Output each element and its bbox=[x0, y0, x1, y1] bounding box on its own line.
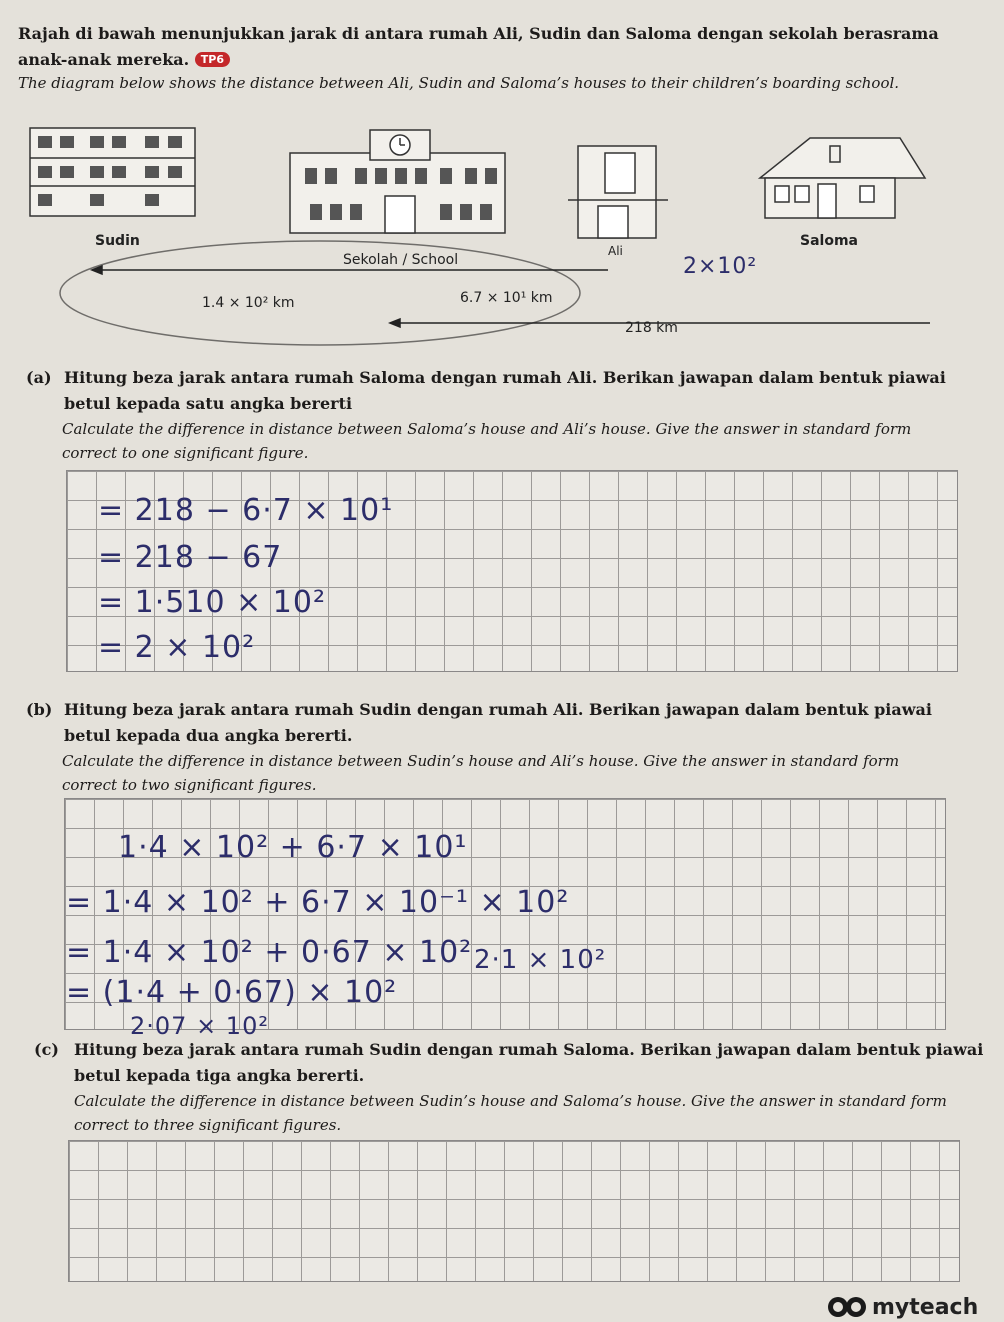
qc-malay-1: Hitung beza jarak antara rumah Sudin dengan rumah Saloma. Berikan jawapan dalam bentuk piawai bbox=[74, 1040, 984, 1059]
qc-english-1: Calculate the difference in distance between Sudin’s house and Saloma’s house. Give the answer in standard form bbox=[74, 1092, 947, 1110]
qc-label: (c) bbox=[34, 1040, 59, 1059]
qb-label: (b) bbox=[26, 700, 53, 719]
label-dist-sudin: 1.4 × 10² km bbox=[202, 295, 295, 311]
answer-grid-c bbox=[68, 1140, 960, 1282]
qa-english-2: correct to one significant figure. bbox=[62, 444, 309, 462]
qb-work-line-4: = (1·4 + 0·67) × 10² bbox=[66, 975, 398, 1010]
qb-english-2: correct to two significant figures. bbox=[62, 776, 317, 794]
qb-english-1: Calculate the difference in distance between Sudin’s house and Ali’s house. Give the answer in standard form bbox=[62, 752, 900, 770]
qa-work-line-2: = 218 − 67 bbox=[98, 540, 283, 575]
intro-line-2 bbox=[18, 50, 230, 69]
qb-malay-1: Hitung beza jarak antara rumah Sudin dengan rumah Ali. Berikan jawapan dalam bentuk piawai bbox=[64, 700, 932, 719]
brand-myteach: myteach bbox=[872, 1295, 979, 1320]
saloma-house-icon bbox=[760, 138, 925, 218]
label-saloma: Saloma bbox=[800, 233, 858, 249]
qb-malay-2: betul kepada dua angka bererti. bbox=[64, 726, 353, 745]
qb-work-line-5: 2·07 × 10² bbox=[130, 1012, 269, 1040]
sudin-flats-icon bbox=[30, 128, 195, 216]
qb-work-answer: 2·1 × 10² bbox=[474, 945, 607, 975]
qa-label: (a) bbox=[26, 368, 52, 387]
qb-work-line-3: = 1·4 × 10² + 0·67 × 10² bbox=[66, 935, 473, 970]
qa-english-1: Calculate the difference in distance between Saloma’s house and Ali’s house. Give the answer in standard form bbox=[62, 420, 912, 438]
label-dist-saloma: 218 km bbox=[625, 320, 678, 336]
hand-note-2x10: 2×10² bbox=[683, 254, 758, 279]
intro-line-1: Rajah di bawah menunjukkan jarak di antara rumah Ali, Sudin dan Saloma dengan sekolah berasrama bbox=[18, 24, 939, 43]
qb-work-line-2: = 1·4 × 10² + 6·7 × 10⁻¹ × 10² bbox=[66, 885, 570, 920]
label-sudin: Sudin bbox=[95, 233, 140, 249]
qa-work-line-4: = 2 × 10² bbox=[98, 630, 256, 665]
ali-house-icon bbox=[568, 146, 668, 238]
myteach-logo-icon bbox=[826, 1295, 870, 1319]
intro-english: The diagram below shows the distance between Ali, Sudin and Saloma’s houses to their children’s boarding school. bbox=[18, 74, 900, 92]
qc-english-2: correct to three significant figures. bbox=[74, 1116, 342, 1134]
qa-work-line-1: = 218 − 6·7 × 10¹ bbox=[98, 493, 394, 528]
tp6-badge: TP6 bbox=[195, 52, 230, 67]
qa-malay-2: betul kepada satu angka bererti bbox=[64, 394, 353, 413]
label-school: Sekolah / School bbox=[343, 252, 459, 268]
qa-work-line-3: = 1·510 × 10² bbox=[98, 585, 326, 620]
intro-line-2-text: anak-anak mereka. bbox=[18, 50, 190, 69]
qa-malay-1: Hitung beza jarak antara rumah Saloma dengan rumah Ali. Berikan jawapan dalam bentuk piawai bbox=[64, 368, 946, 387]
school-building-icon bbox=[290, 130, 505, 233]
label-ali: Ali bbox=[608, 244, 623, 258]
label-dist-ali: 6.7 × 10¹ km bbox=[460, 290, 553, 306]
qc-malay-2: betul kepada tiga angka bererti. bbox=[74, 1066, 365, 1085]
qb-work-line-1: 1·4 × 10² + 6·7 × 10¹ bbox=[118, 830, 468, 865]
